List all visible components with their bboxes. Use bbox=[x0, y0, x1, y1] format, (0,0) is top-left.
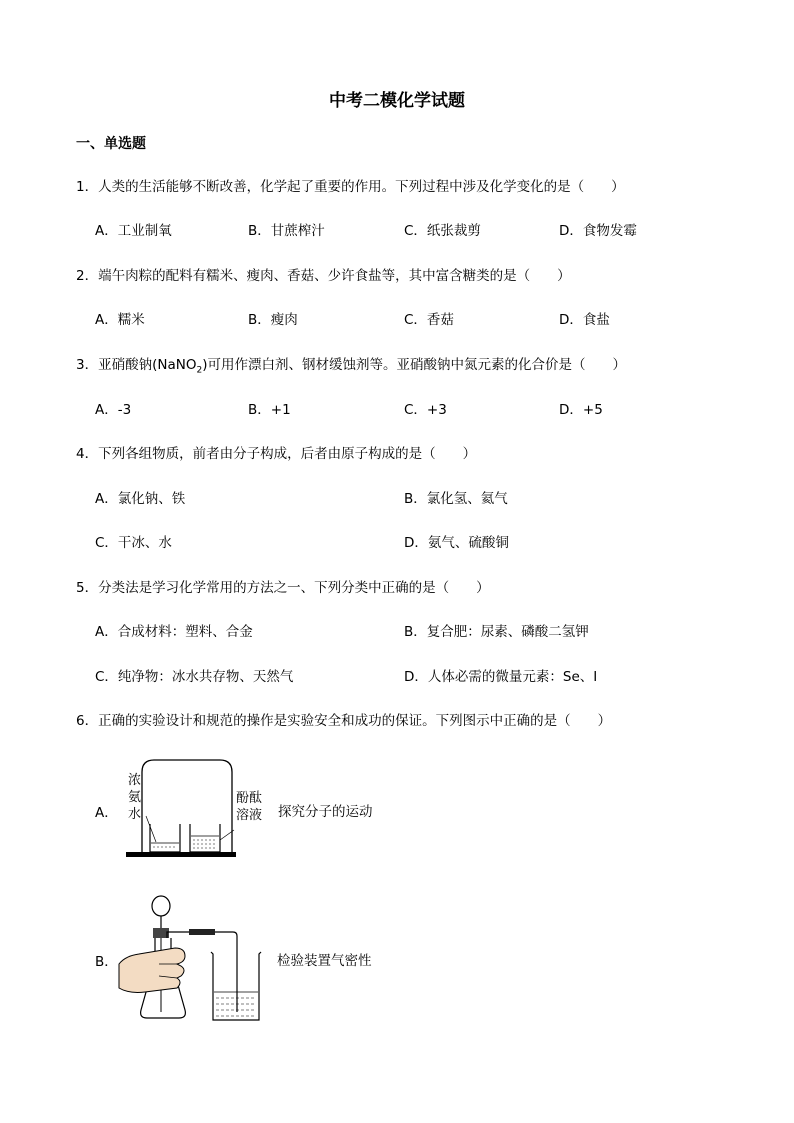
question-3-stem-subscript: 2 bbox=[196, 365, 203, 376]
question-4-stem: 4．下列各组物质，前者由分子构成，后者由原子构成的是（ ） bbox=[76, 446, 477, 462]
question-1-option-d: D．食物发霉 bbox=[559, 223, 637, 239]
question-3-stem-after: )可用作漂白剂、钢材缓蚀剂等。亚硝酸钠中氮元素的化合价是（ ） bbox=[202, 357, 626, 373]
question-1-option-b: B．甘蔗榨汁 bbox=[248, 223, 325, 239]
question-3-option-b: B．+1 bbox=[248, 402, 291, 418]
question-1-option-a: A．工业制氧 bbox=[95, 223, 172, 239]
question-5-option-d: D．人体必需的微量元素：Se、I bbox=[404, 669, 598, 685]
question-4-option-b: B．氯化氢、氦气 bbox=[404, 491, 508, 507]
figure-a-ammonia-char-3: 水 bbox=[128, 807, 142, 822]
question-3-option-d: D．+5 bbox=[559, 402, 603, 418]
question-3-stem bbox=[76, 353, 626, 376]
section-heading: 一、单选题 bbox=[76, 136, 146, 152]
question-5-option-a: A．合成材料：塑料、合金 bbox=[95, 624, 253, 640]
figure-b-diagram bbox=[115, 892, 265, 1027]
figure-b-label: B． bbox=[95, 954, 118, 970]
question-4-option-d: D．氨气、硫酸铜 bbox=[404, 535, 509, 551]
question-4-option-a: A．氯化钠、铁 bbox=[95, 491, 186, 507]
question-2-stem: 2．端午肉粽的配料有糯米、瘦肉、香菇、少许食盐等，其中富含糖类的是（ ） bbox=[76, 268, 571, 284]
question-1-option-c: C．纸张裁剪 bbox=[404, 223, 481, 239]
question-6-stem: 6．正确的实验设计和规范的操作是实验安全和成功的保证。下列图示中正确的是（ ） bbox=[76, 713, 612, 729]
figure-a-phenolphthalein-line-1: 酚酞 bbox=[236, 791, 263, 806]
figure-a-ammonia-label bbox=[128, 772, 144, 823]
question-5-option-b: B．复合肥：尿素、磷酸二氢钾 bbox=[404, 624, 589, 640]
figure-a-caption: 探究分子的运动 bbox=[278, 804, 373, 820]
question-2-option-b: B．瘦肉 bbox=[248, 312, 298, 328]
question-3-option-a: A．-3 bbox=[95, 402, 132, 418]
figure-a-label: A． bbox=[95, 805, 118, 821]
figure-a-phenolphthalein-label bbox=[236, 790, 262, 824]
question-3-option-c: C．+3 bbox=[404, 402, 447, 418]
page-title: 中考二模化学试题 bbox=[329, 91, 465, 111]
question-1-stem: 1．人类的生活能够不断改善，化学起了重要的作用。下列过程中涉及化学变化的是（ ） bbox=[76, 179, 625, 195]
figure-b-caption: 检验装置气密性 bbox=[277, 953, 372, 969]
question-4-option-c: C．干冰、水 bbox=[95, 535, 172, 551]
question-5-stem: 5．分类法是学习化学常用的方法之一、下列分类中正确的是（ ） bbox=[76, 580, 490, 596]
question-2-option-a: A．糯米 bbox=[95, 312, 145, 328]
question-2-option-c: C．香菇 bbox=[404, 312, 454, 328]
figure-a-ammonia-char-1: 浓 bbox=[128, 773, 142, 788]
question-3-stem-before: 3．亚硝酸钠(NaNO bbox=[76, 357, 197, 373]
question-2-option-d: D．食盐 bbox=[559, 312, 610, 328]
figure-a-phenolphthalein-line-2: 溶液 bbox=[236, 808, 263, 823]
figure-a-ammonia-char-2: 氨 bbox=[128, 790, 142, 805]
question-5-option-c: C．纯净物：冰水共存物、天然气 bbox=[95, 669, 294, 685]
